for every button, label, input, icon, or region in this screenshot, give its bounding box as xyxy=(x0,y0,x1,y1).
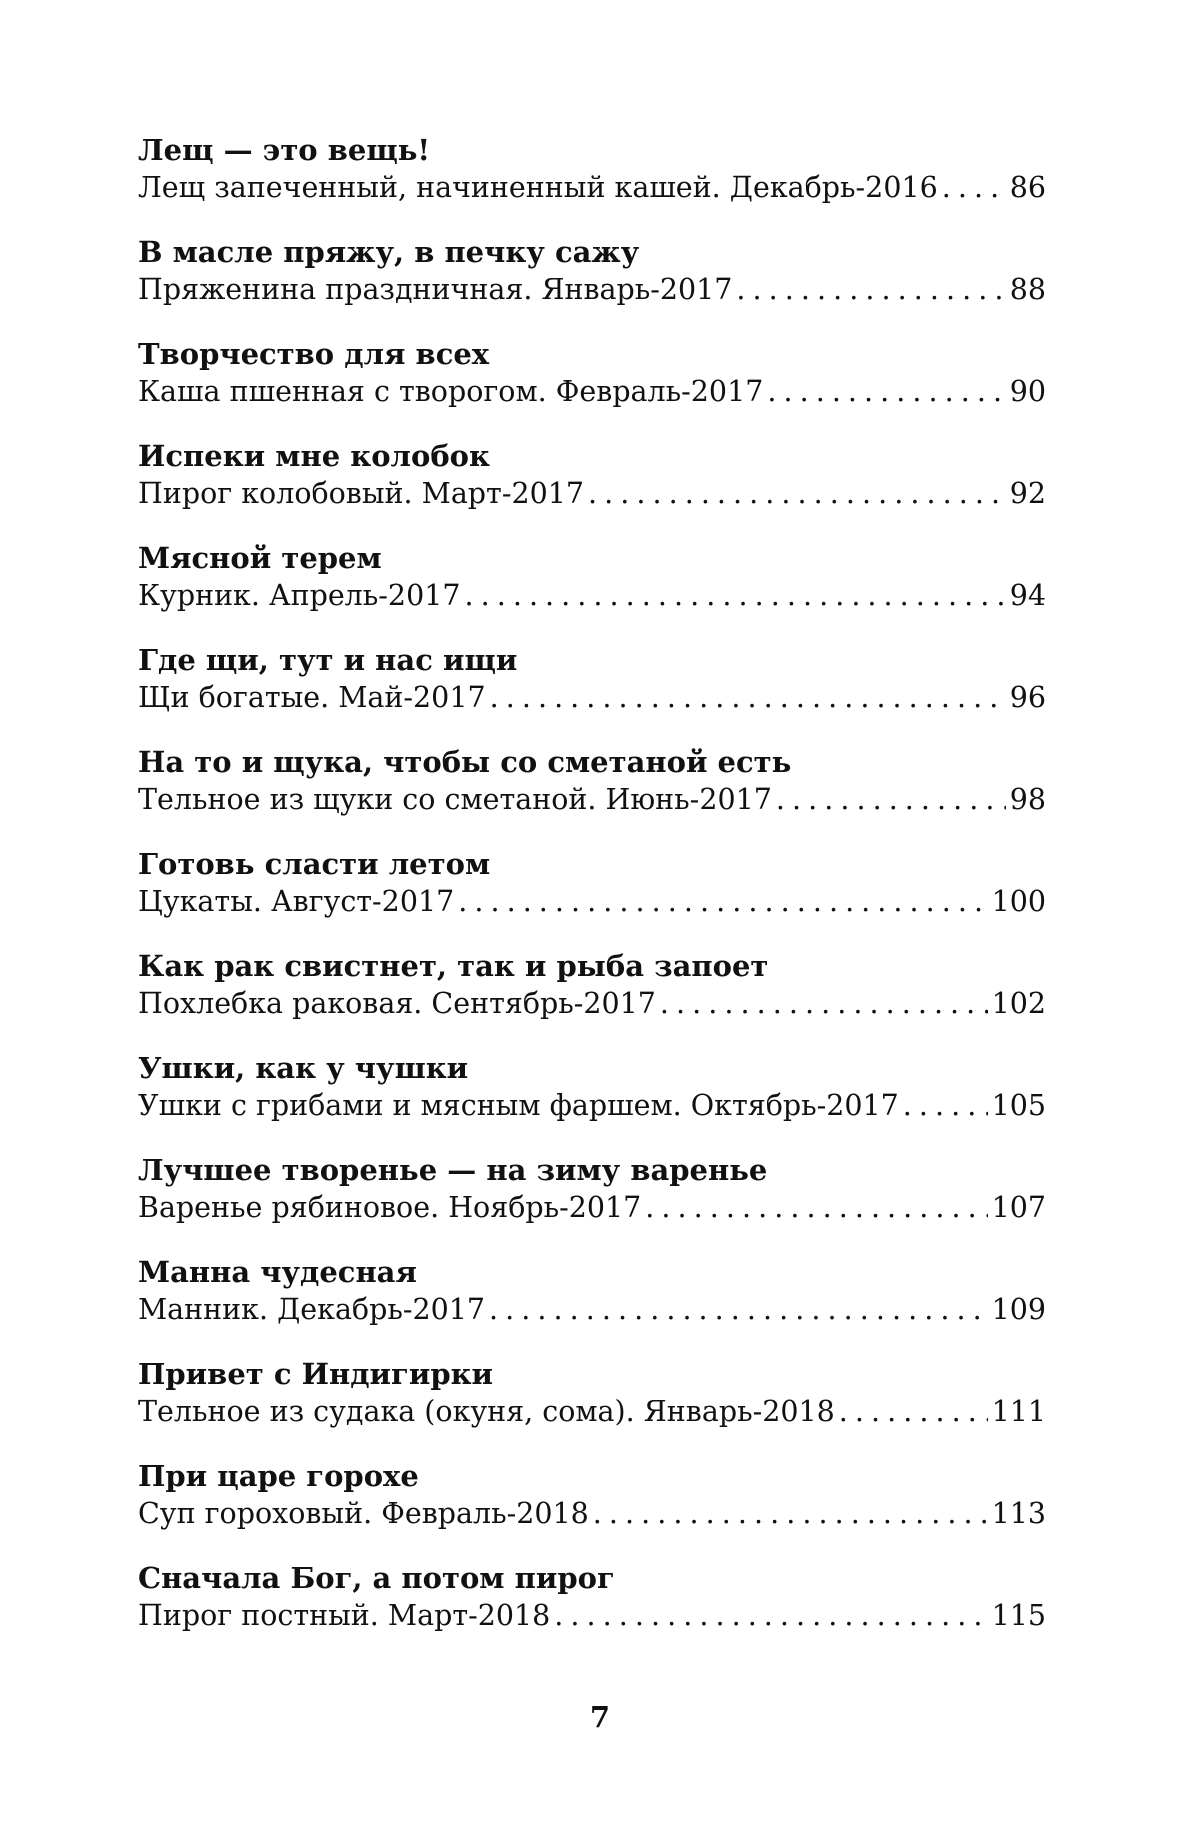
dot-leader xyxy=(645,1192,987,1224)
dot-leader xyxy=(489,1294,988,1326)
toc-entry xyxy=(138,1460,1046,1562)
toc-entry-title: Ушки, как у чушки xyxy=(138,1051,469,1085)
toc-page-number: 88 xyxy=(1009,273,1046,306)
toc-entry-text: Пирог колобовый. Март-2017 xyxy=(138,477,584,510)
toc-entry-line xyxy=(138,784,1046,848)
table-of-contents xyxy=(138,134,1046,1664)
toc-entry-text: Варенье рябиновое. Ноябрь-2017 xyxy=(138,1191,642,1224)
toc-entry xyxy=(138,950,1046,1052)
toc-entry-line xyxy=(138,478,1046,542)
toc-entry-line xyxy=(138,1498,1046,1562)
toc-page-number: 111 xyxy=(991,1395,1046,1428)
toc-entry-line xyxy=(138,1090,1046,1154)
toc-entry-title: В масле пряжу, в печку сажу xyxy=(138,235,640,269)
toc-entry-line xyxy=(138,682,1046,746)
toc-entry-title: При царе горохе xyxy=(138,1459,419,1493)
toc-entry-text: Пирог постный. Март-2018 xyxy=(138,1599,551,1632)
toc-entry-line xyxy=(138,1396,1046,1460)
toc-entry-title: Творчество для всех xyxy=(138,337,490,371)
toc-page-number: 98 xyxy=(1009,783,1046,816)
toc-entry-line xyxy=(138,1192,1046,1256)
toc-entry-line xyxy=(138,1294,1046,1358)
toc-entry xyxy=(138,1052,1046,1154)
toc-entry-title: Сначала Бог, а потом пирог xyxy=(138,1561,615,1595)
toc-entry-line xyxy=(138,274,1046,338)
dot-leader xyxy=(554,1600,987,1632)
toc-entry-text: Цукаты. Август-2017 xyxy=(138,885,455,918)
toc-entry-title: Готовь сласти летом xyxy=(138,847,491,881)
toc-entry-title: Как рак свистнет, так и рыба запоет xyxy=(138,949,769,983)
toc-entry xyxy=(138,338,1046,440)
toc-entry-title: Мясной терем xyxy=(138,541,382,575)
toc-page-number: 100 xyxy=(991,885,1046,918)
dot-leader xyxy=(776,784,1006,816)
toc-entry-title: Лещ — это вещь! xyxy=(138,133,431,167)
toc-entry-line xyxy=(138,1600,1046,1664)
toc-entry-text: Тельное из щуки со сметаной. Июнь-2017 xyxy=(138,783,772,816)
toc-entry xyxy=(138,440,1046,542)
toc-entry xyxy=(138,1154,1046,1256)
toc-page-number: 92 xyxy=(1009,477,1046,510)
toc-entry-text: Ушки с грибами и мясным фаршем. Октябрь-2017 xyxy=(138,1089,899,1122)
toc-entry-title: Где щи, тут и нас ищи xyxy=(138,643,518,677)
dot-leader xyxy=(767,376,1005,408)
toc-entry-line xyxy=(138,172,1046,236)
toc-entry-text: Пряженина праздничная. Январь-2017 xyxy=(138,273,733,306)
toc-page-number: 109 xyxy=(991,1293,1046,1326)
toc-page-number: 107 xyxy=(991,1191,1046,1224)
dot-leader xyxy=(490,682,1006,714)
toc-entry-text: Суп гороховый. Февраль-2018 xyxy=(138,1497,589,1530)
toc-page-number: 94 xyxy=(1009,579,1046,612)
toc-entry-text: Курник. Апрель-2017 xyxy=(138,579,461,612)
dot-leader xyxy=(464,580,1005,612)
toc-page-number: 96 xyxy=(1009,681,1046,714)
toc-entry-text: Похлебка раковая. Сентябрь-2017 xyxy=(138,987,656,1020)
toc-entry-title: На то и щука, чтобы со сметаной есть xyxy=(138,745,792,779)
dot-leader xyxy=(593,1498,988,1530)
dot-leader xyxy=(903,1090,988,1122)
toc-entry-line xyxy=(138,886,1046,950)
toc-entry xyxy=(138,644,1046,746)
dot-leader xyxy=(839,1396,988,1428)
dot-leader xyxy=(588,478,1006,510)
toc-entry xyxy=(138,848,1046,950)
toc-entry-line xyxy=(138,376,1046,440)
toc-entry-title: Привет с Индигирки xyxy=(138,1357,494,1391)
toc-entry xyxy=(138,1256,1046,1358)
toc-entry-line xyxy=(138,988,1046,1052)
page-number: 7 xyxy=(589,1700,611,1734)
toc-entry xyxy=(138,746,1046,848)
toc-entry xyxy=(138,542,1046,644)
toc-page-number: 90 xyxy=(1009,375,1046,408)
toc-entry-text: Тельное из судака (окуня, сома). Январь-2018 xyxy=(138,1395,835,1428)
toc-entry xyxy=(138,236,1046,338)
toc-entry-title: Манна чудесная xyxy=(138,1255,417,1289)
toc-entry-text: Щи богатые. Май-2017 xyxy=(138,681,486,714)
dot-leader xyxy=(660,988,988,1020)
toc-entry-text: Лещ запеченный, начиненный кашей. Декабрь-2016 xyxy=(138,171,938,204)
toc-entry-line xyxy=(138,580,1046,644)
toc-page-number: 105 xyxy=(991,1089,1046,1122)
toc-entry-text: Каша пшенная с творогом. Февраль-2017 xyxy=(138,375,764,408)
toc-entry xyxy=(138,1562,1046,1664)
toc-page-number: 86 xyxy=(1009,171,1046,204)
toc-entry-title: Испеки мне колобок xyxy=(138,439,490,473)
toc-entry-title: Лучшее творенье — на зиму варенье xyxy=(138,1153,768,1187)
toc-entry xyxy=(138,1358,1046,1460)
toc-page-number: 113 xyxy=(991,1497,1046,1530)
dot-leader xyxy=(942,172,1006,204)
toc-entry-text: Манник. Декабрь-2017 xyxy=(138,1293,486,1326)
toc-page-number: 115 xyxy=(991,1599,1046,1632)
toc-entry xyxy=(138,134,1046,236)
dot-leader xyxy=(736,274,1005,306)
dot-leader xyxy=(458,886,987,918)
toc-page-number: 102 xyxy=(991,987,1046,1020)
